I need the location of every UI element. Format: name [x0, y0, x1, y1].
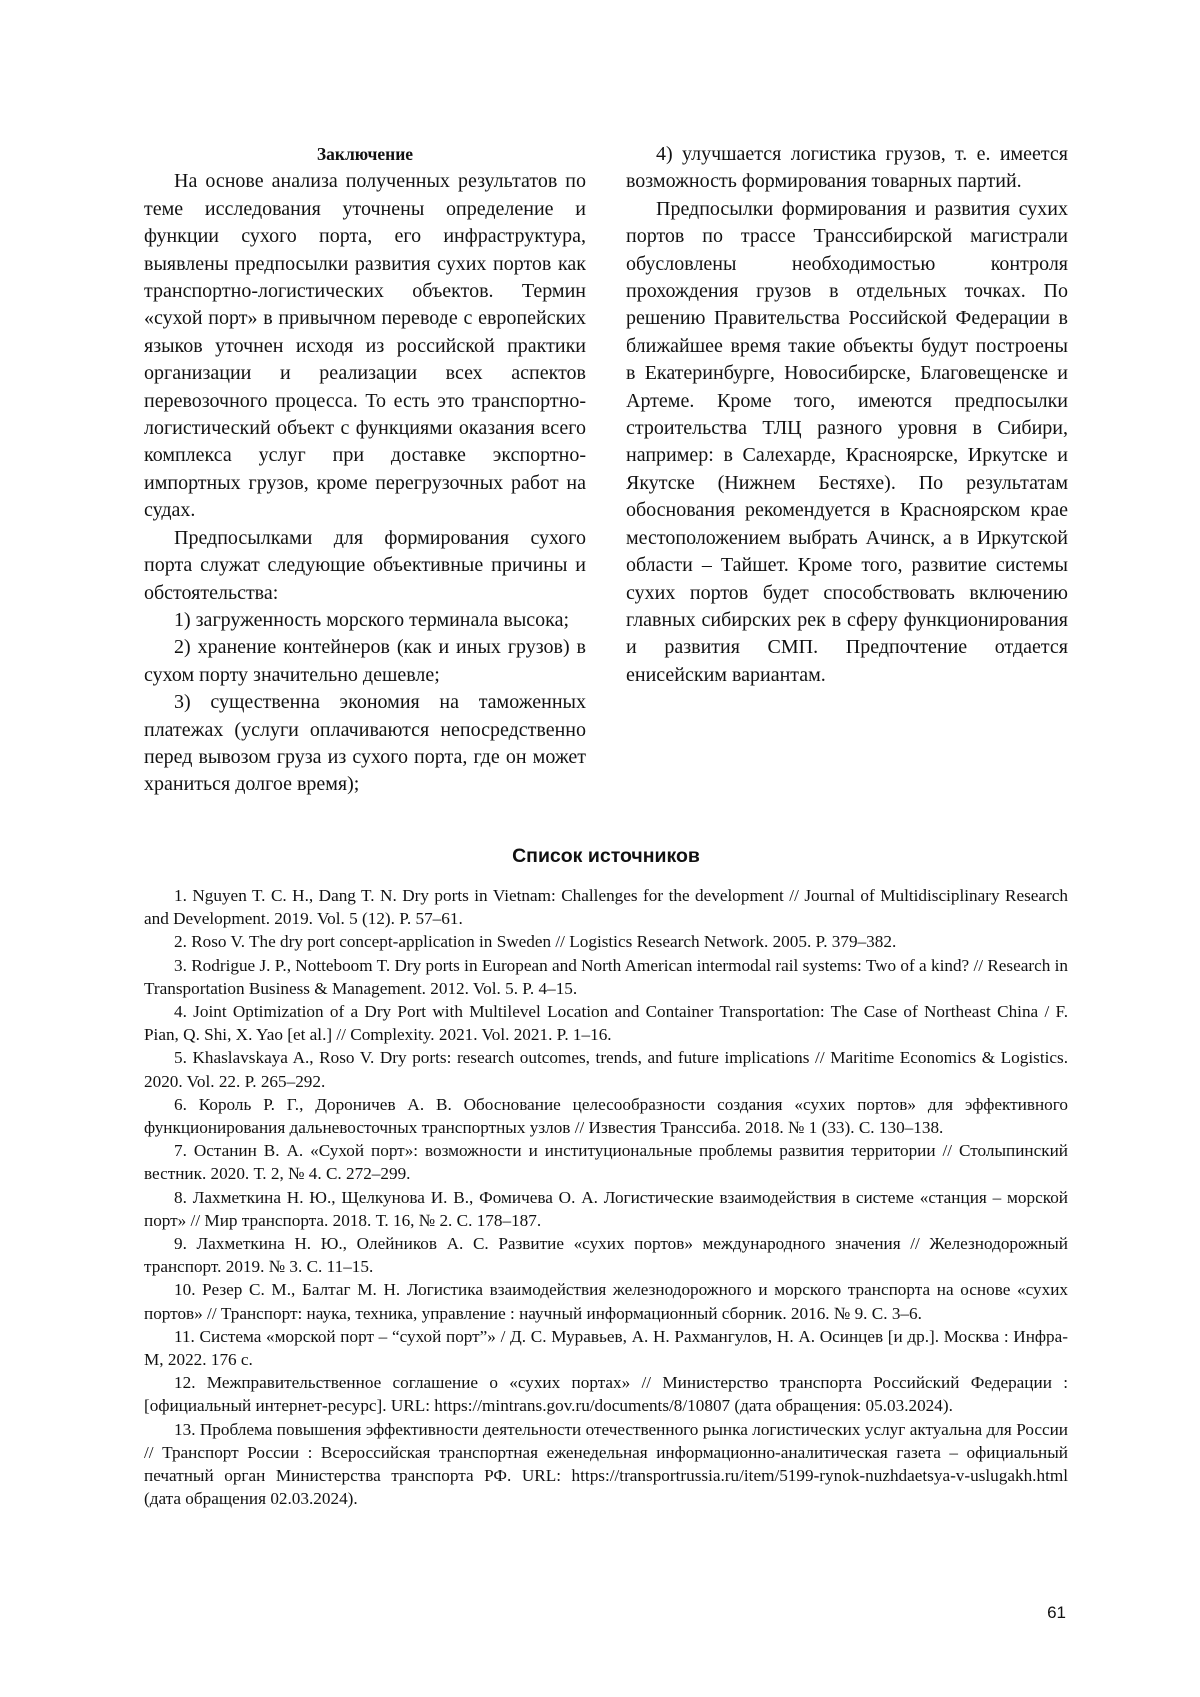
conclusion-paragraph: На основе анализа полученных результатов по теме исследования уточнены определение и функции сухого порта, его инфраструктура, выявлены предпосылки развития сухих портов как транспортно-логистических объектов. Термин «сухой порт» в привычном переводе с европейских языков уточнен исходя из российской практики организации и реализации всех аспектов перевозочного процесса. То есть это транспортно-логистический объект с функциями оказания всего комплекса услуг при доставке экспортно-импортных грузов, кроме перегрузочных работ на судах. — [144, 170, 586, 522]
references-title: Список источников — [512, 845, 700, 867]
page-number: 61 — [1047, 1603, 1066, 1622]
conclusion-section — [144, 141, 1068, 801]
conclusion-list-item: 3) существенна экономия на таможенных платежах (услуги оплачиваются непосредственно перед вывозом груза из сухого порта, где он может храниться долгое время); — [144, 691, 586, 796]
reference-item: 7. Останин В. А. «Сухой порт»: возможности и институциональные проблемы развития территории // Столыпинский вестник. 2020. Т. 2, № 4. С. 272–299. — [144, 1141, 1068, 1184]
reference-item: 10. Резер С. М., Балтаг М. Н. Логистика взаимодействия железнодорожного и морского транспорта на основе «сухих портов» // Транспорт: наука, техника, управление : научный информационный сборник. 2016. № 9. С. 3–6. — [144, 1280, 1068, 1323]
reference-item: 1. Nguyen T. C. H., Dang T. N. Dry ports in Vietnam: Challenges for the development // Journal of Multidisciplinary Research and Development. 2019. Vol. 5 (12). P. 57–61. — [144, 886, 1068, 929]
references-list — [144, 884, 1068, 1510]
reference-item: 13. Проблема повышения эффективности деятельности отечественного рынка логистических услуг актуальна для России // Транспорт России : Всероссийская транспортная еженедельная информационно-аналитическая газета – официальный печатный орган Министерства транспорта РФ. URL: https://transportrussia.ru/item/5199-rynok-nuzhdaetsya-v-uslugakh.html (дата обращения 02.03.2024). — [144, 1419, 1068, 1509]
reference-item: 5. Khaslavskaya A., Roso V. Dry ports: research outcomes, trends, and future implications // Maritime Economics & Logistics. 2020. Vol. 22. P. 265–292. — [144, 1048, 1068, 1091]
conclusion-paragraph: Предпосылки формирования и развития сухих портов по трассе Транссибирской магистрали обусловлены необходимостью контроля прохождения грузов в отдельных точках. По решению Правительства Российской Федерации в ближайшее время такие объекты будут построены в Екатеринбурге, Новосибирске, Благовещенске и Артеме. Кроме того, имеются предпосылки строительства ТЛЦ разного уровня в Сибири, например: в Салехарде, Красноярске, Иркутске и Якутске (Нижнем Бестяхе). По результатам обоснования рекомендуется в Красноярском крае местоположением выбрать Ачинск, а в Иркутской области – Тайшет. Кроме того, развитие системы сухих портов будет способствовать включению главных сибирских рек в сферу функционирования и развития СМП. Предпочтение отдается енисейским вариантам. — [626, 197, 1068, 686]
reference-item: 6. Король Р. Г., Дороничев А. В. Обоснование целесообразности создания «сухих портов» для эффективного функционирования дальневосточных транспортных узлов // Известия Транссиба. 2018. № 1 (33). С. 130–138. — [144, 1094, 1068, 1138]
reference-item: 2. Roso V. The dry port concept-application in Sweden // Logistics Research Network. 2005. P. 379–382. — [174, 932, 897, 952]
reference-item: 8. Лахметкина Н. Ю., Щелкунова И. В., Фомичева О. А. Логистические взаимодействия в системе «станция – морской порт» // Мир транспорта. 2018. Т. 16, № 2. С. 178–187. — [144, 1187, 1068, 1230]
conclusion-paragraph: Предпосылками для формирования сухого порта служат следующие объективные причины и обстоятельства: — [144, 526, 586, 604]
conclusion-heading: Заключение — [316, 144, 414, 164]
reference-item: 12. Межправительственное соглашение о «сухих портах» // Министерство транспорта Российский Федерации : [официальный интернет-ресурс]. URL: https://mintrans.gov.ru/documents/8/10807 (дата обращения: 05.03.2024). — [144, 1373, 1068, 1416]
conclusion-list-item: 2) хранение контейнеров (как и иных грузов) в сухом порту значительно дешевле; — [144, 636, 586, 686]
reference-item: 9. Лахметкина Н. Ю., Олейников А. С. Развитие «сухих портов» международного значения // Железнодорожный транспорт. 2019. № 3. С. 11–15. — [144, 1234, 1068, 1277]
reference-item: 11. Система «морской порт – “сухой порт”» / Д. С. Муравьев, А. Н. Рахмангулов, Н. А. Осинцев [и др.]. Москва : Инфра-М, 2022. 176 с. — [144, 1326, 1068, 1370]
conclusion-list-item: 4) улучшается логистика грузов, т. е. имеется возможность формирования товарных партий. — [626, 143, 1068, 193]
conclusion-list-item: 1) загруженность морского терминала высока; — [174, 608, 570, 631]
reference-item: 4. Joint Optimization of a Dry Port with Multilevel Location and Container Transportation: The Case of Northeast China / F. Pian, Q. Shi, X. Yao [et al.] // Complexity. 2021. Vol. 2021. P. 1–16. — [144, 1002, 1068, 1045]
reference-item: 3. Rodrigue J. P., Notteboom T. Dry ports in European and North American intermodal rail systems: Two of a kind? // Research in Transportation Business & Management. 2012. Vol. 5. P. 4–15. — [144, 955, 1068, 998]
